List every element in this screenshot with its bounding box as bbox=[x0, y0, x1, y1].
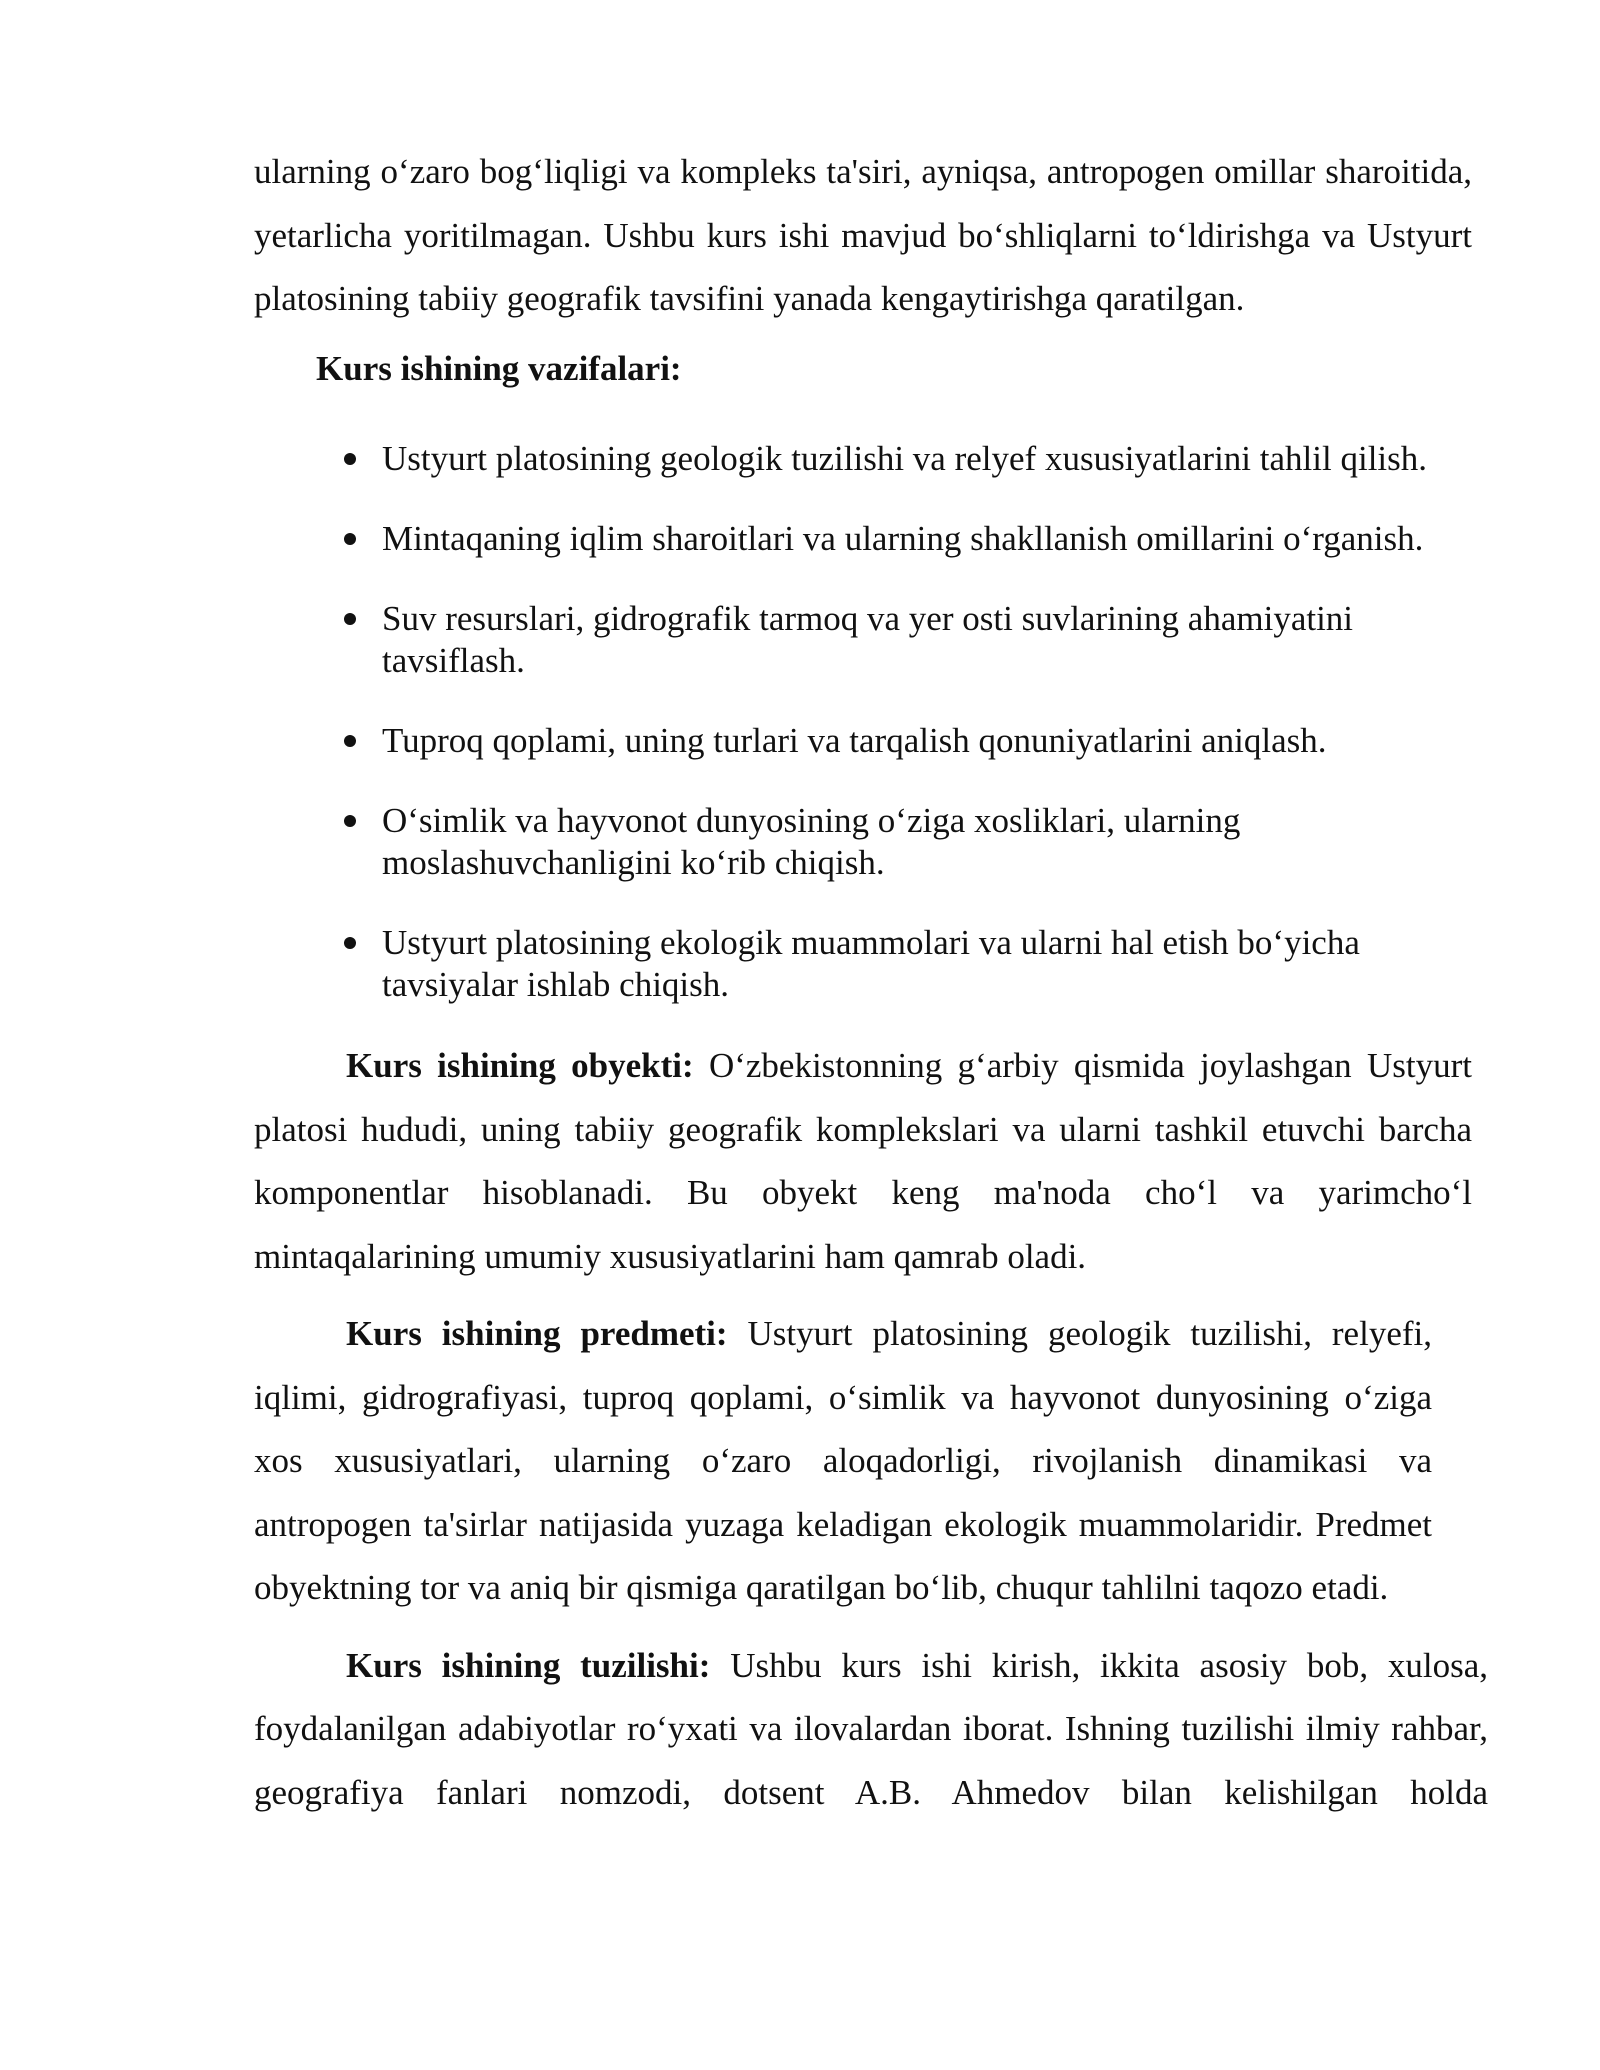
list-item bbox=[254, 598, 1472, 682]
tasks-list bbox=[254, 438, 1472, 1006]
list-item bbox=[254, 800, 1472, 884]
predmet-paragraph bbox=[254, 1302, 1432, 1620]
task-text: Ustyurt platosining ekologik muammolari va ularni hal etish boʻyicha tavsiyalar ishlab chiqish. bbox=[382, 923, 1360, 1004]
bullet-icon bbox=[344, 453, 356, 465]
bullet-icon bbox=[344, 815, 356, 827]
list-item bbox=[254, 518, 1472, 560]
predmet-text: Ustyurt platosining geologik tuzilishi, relyefi, iqlimi, gidrografiyasi, tuproq qoplami, oʻsimlik va hayvonot dunyosining oʻziga xos xususiyatlari, ularning oʻzaro aloqadorligi, rivojlanish dinamikasi va antropogen ta'sirlar natijasida yuzaga keladigan ekologik muammolaridir. Predmet obyektning tor va aniq bir qismiga qaratilgan boʻlib, chuqur tahlilni taqozo etadi. bbox=[254, 1314, 1432, 1607]
predmet-label: Kurs ishining predmeti: bbox=[346, 1314, 728, 1353]
bullet-icon bbox=[344, 613, 356, 625]
obyekt-label: Kurs ishining obyekti: bbox=[346, 1046, 694, 1085]
bullet-icon bbox=[344, 533, 356, 545]
tuzilishi-text: Ushbu kurs ishi kirish, ikkita asosiy bob, xulosa, foydalanilgan adabiyotlar roʻyxati va ilovalardan iborat. Ishning tuzilishi ilmiy rahbar, geografiya fanlari nomzodi, dotsent A.B. Ahmedov bilan kelishilgan holda bbox=[254, 1645, 1488, 1812]
tuzilishi-paragraph bbox=[254, 1634, 1488, 1825]
bullet-icon bbox=[344, 735, 356, 747]
task-text: Mintaqaning iqlim sharoitlari va ularning shakllanish omillarini oʻrganish. bbox=[382, 519, 1424, 558]
tasks-heading: Kurs ishining vazifalari: bbox=[316, 348, 682, 388]
tuzilishi-label: Kurs ishining tuzilishi: bbox=[346, 1645, 711, 1685]
intro-paragraph: ularning oʻzaro bogʻliqligi va kompleks ta'siri, ayniqsa, antropogen omillar sharoitida, yetarlicha yoritilmagan. Ushbu kurs ishi mavjud boʻshliqlarni toʻldirishga va Ustyurt platosining tabiiy geografik tavsifini yanada kengaytirishga qaratilgan. bbox=[254, 152, 1472, 318]
list-item bbox=[254, 720, 1472, 762]
list-item bbox=[254, 922, 1472, 1006]
obyekt-paragraph bbox=[254, 1034, 1472, 1288]
list-item bbox=[254, 438, 1472, 480]
task-text: Ustyurt platosining geologik tuzilishi va relyef xususiyatlarini tahlil qilish. bbox=[382, 439, 1428, 478]
task-text: Tuproq qoplami, uning turlari va tarqalish qonuniyatlarini aniqlash. bbox=[382, 721, 1327, 760]
bullet-icon bbox=[344, 937, 356, 949]
page-content bbox=[254, 140, 1488, 1824]
task-text: Suv resurslari, gidrografik tarmoq va yer osti suvlarining ahamiyatini tavsiflash. bbox=[382, 599, 1354, 680]
obyekt-text: Oʻzbekistonning gʻarbiy qismida joylashgan Ustyurt platosi hududi, uning tabiiy geografik komplekslari va ularni tashkil etuvchi barcha komponentlar hisoblanadi. Bu obyekt keng ma'noda choʻl va yarimchoʻl mintaqalarining umumiy xususiyatlarini ham qamrab oladi. bbox=[254, 1046, 1472, 1276]
task-text: Oʻsimlik va hayvonot dunyosining oʻziga xosliklari, ularning moslashuvchanligini koʻrib chiqish. bbox=[382, 801, 1241, 882]
